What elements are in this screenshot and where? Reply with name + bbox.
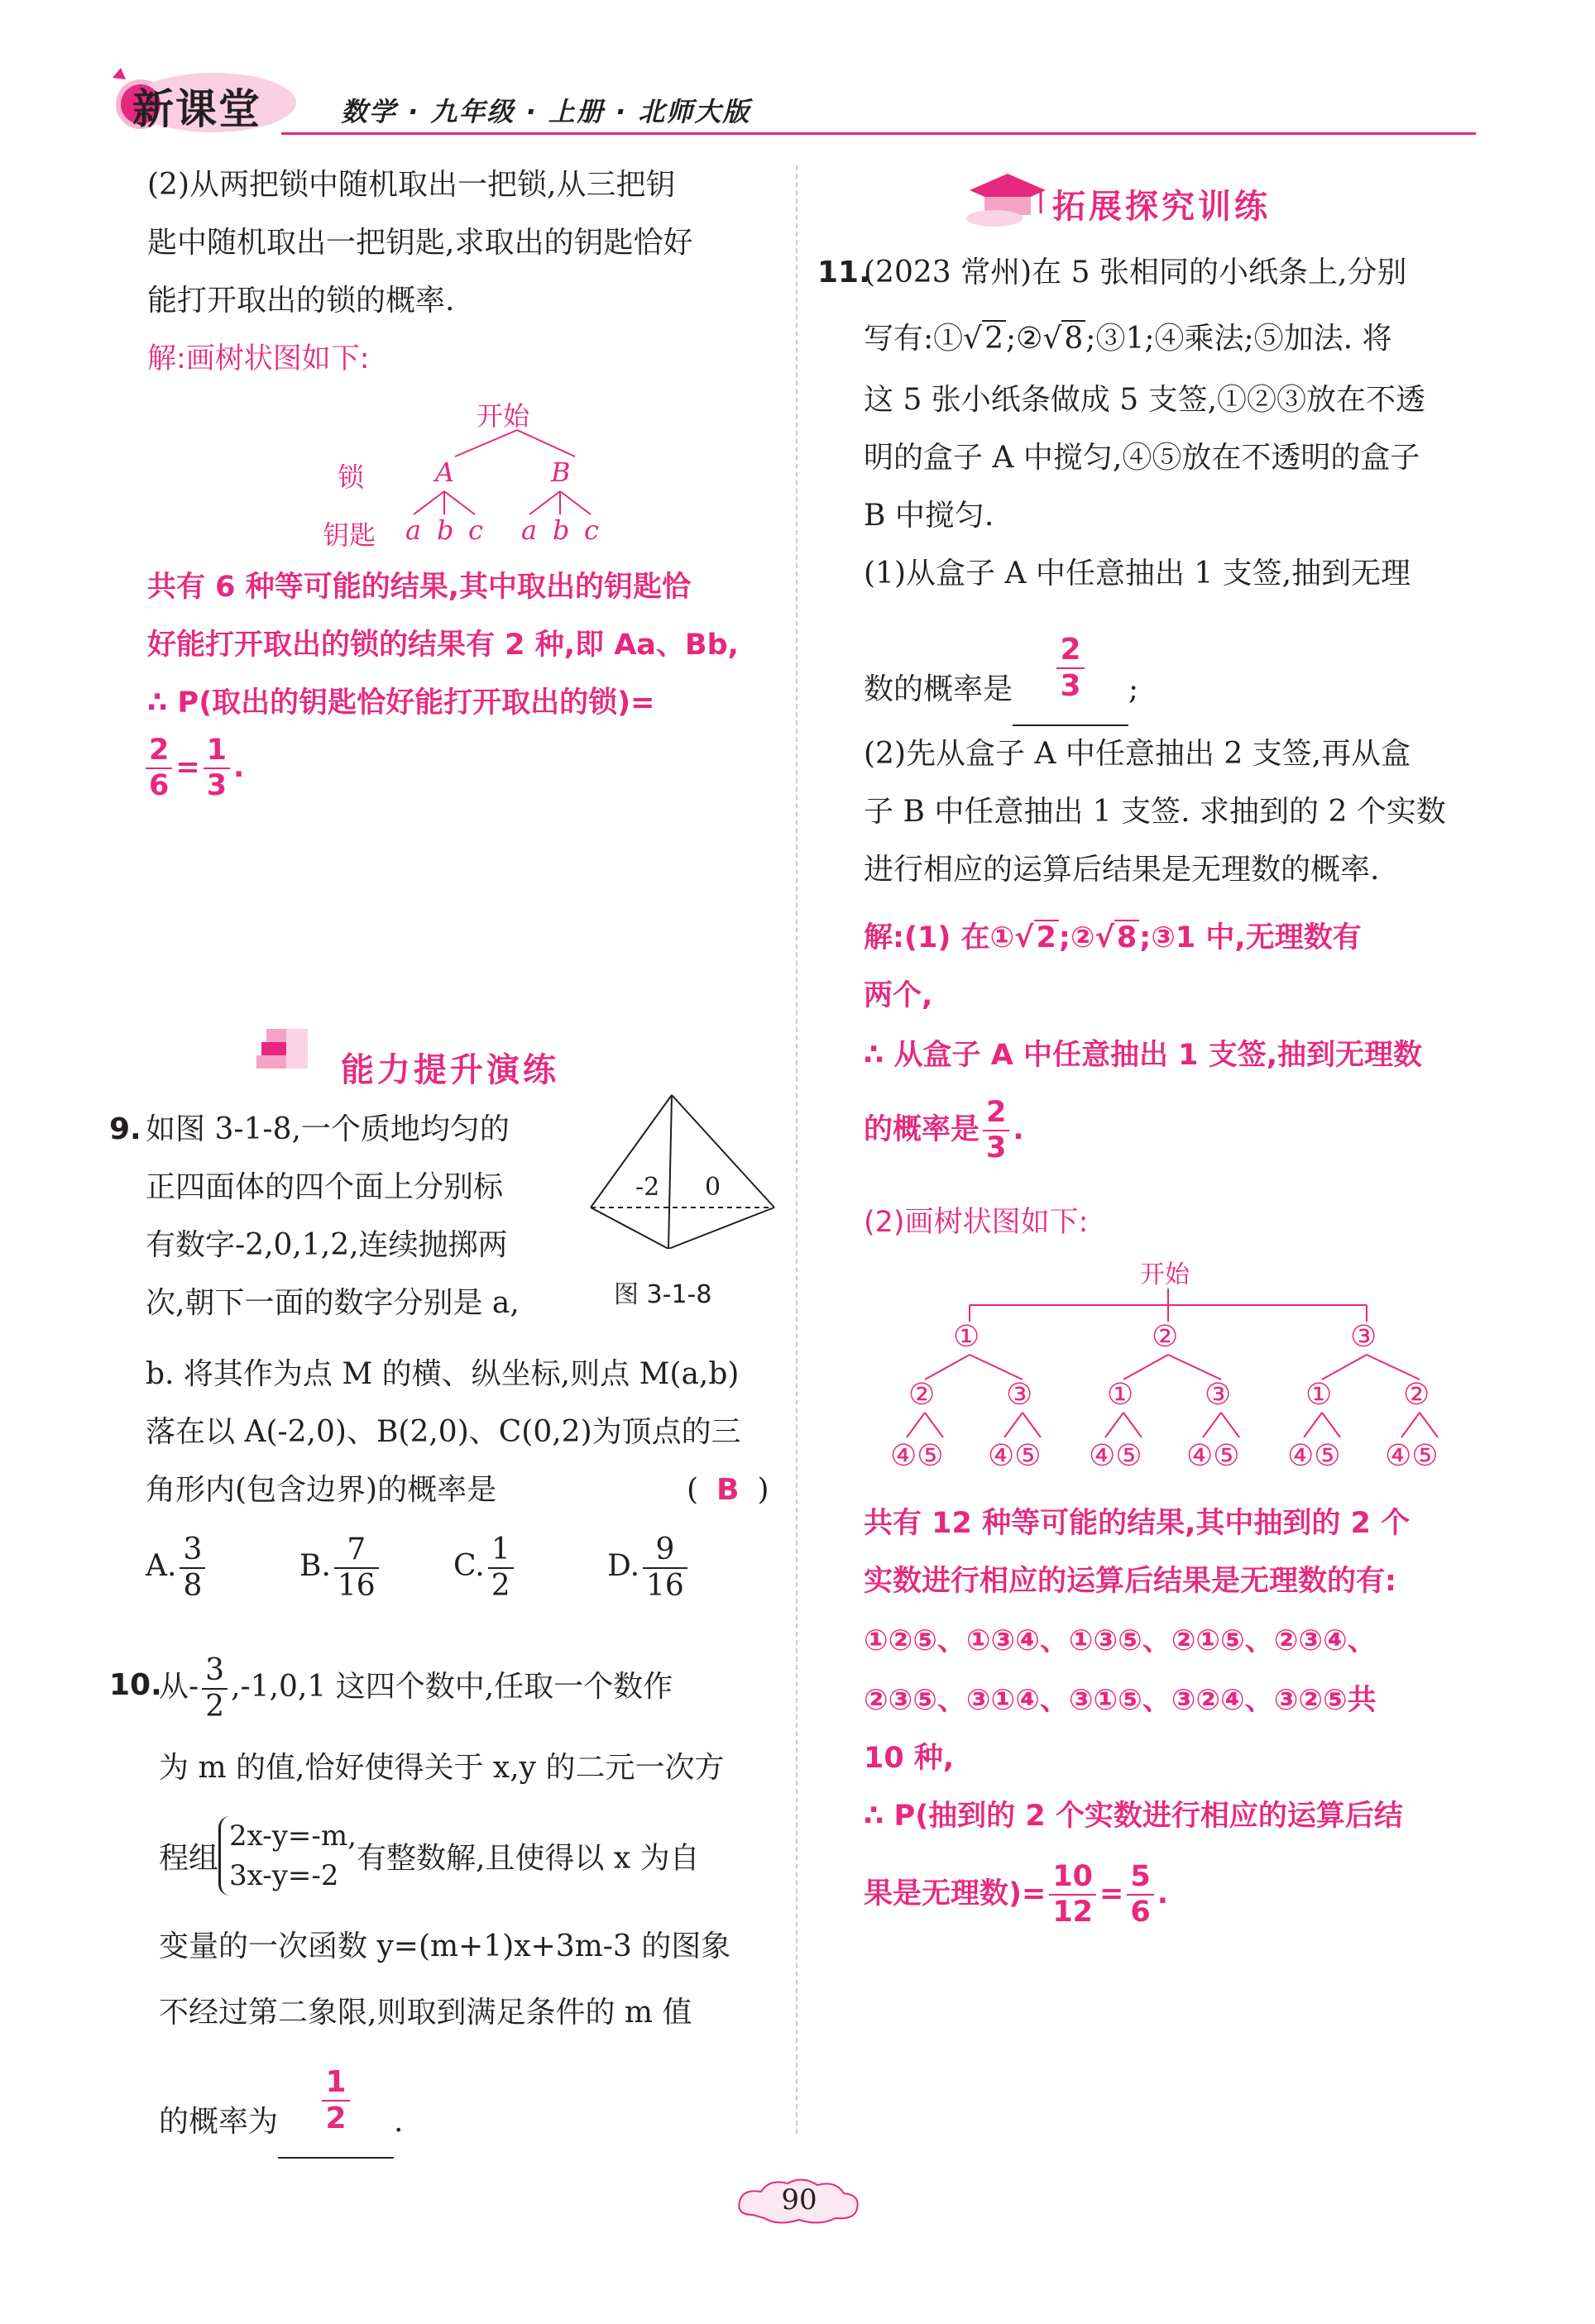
q11-line3: 这 5 张小纸条做成 5 支签,①②③放在不透 [864, 383, 1426, 417]
q8-tree-row1-label: 锁 [338, 461, 365, 493]
q9-answer-bracket [687, 1461, 769, 1520]
header-rule [281, 132, 1476, 135]
q11-tree-l2: ③ [1205, 1378, 1232, 1412]
q10-line6: 的概率为 $\frac{1}{2}$ . [159, 2091, 403, 2159]
q11-tree-l2: ① [1107, 1378, 1134, 1412]
q11-tree-l2: ① [1305, 1378, 1333, 1412]
q9-answer: B [716, 1473, 740, 1507]
tetrahedron-label-left: -2 [635, 1173, 660, 1202]
q8-part2-line3: 能打开取出的锁的概率. [147, 284, 455, 318]
q10-number: 10. [109, 1668, 162, 1702]
q11-solution-line3: ∴ 从盒子 A 中任意抽出 1 支签,抽到无理数 [864, 1039, 1423, 1072]
page-number: 90 [781, 2183, 817, 2216]
q8-part2-line1: (2)从两把锁中随机取出一把锁,从三把钥 [147, 168, 676, 202]
q11-part1-answer-blank: $\frac{2}{3}$ [1013, 658, 1128, 726]
q11-part2-line3: 进行相应的运算后结果是无理数的概率. [864, 853, 1380, 887]
q10-line5: 不经过第二象限,则取到满足条件的 m 值 [159, 1996, 692, 2030]
q10-answer-blank: $\frac{1}{2}$ [278, 2091, 394, 2159]
q11-tree-l2: ② [1403, 1378, 1430, 1412]
q8-frac2-den: 3 [206, 769, 228, 802]
q9-line4: 次,朝下一面的数字分别是 a, [146, 1286, 520, 1320]
q9-option-b: B. $\frac{7}{16}$ [299, 1535, 382, 1601]
q11-solution-line4: 的概率是 $\frac{2}{3}$ . [864, 1096, 1024, 1164]
q11-result-line2: 实数进行相应的运算后结果是无理数的有: [864, 1565, 1396, 1598]
figure-caption: 图 3-1-8 [614, 1280, 712, 1309]
q8-part2-line2: 匙中随机取出一把钥匙,求取出的钥匙恰好 [147, 226, 693, 260]
q11-result-line5: 果是无理数)= $\frac{10}{12}$ = $\frac{5}{6}$ . [864, 1860, 1169, 1929]
q9-line5: b. 将其作为点 M 的横、纵坐标,则点 M(a,b) [146, 1357, 740, 1391]
q9-paren-open: ( [687, 1473, 699, 1507]
section-title-ability: 能力提升演练 [341, 1051, 559, 1089]
q9-line2: 正四面体的四个面上分别标 [146, 1170, 504, 1204]
logo-text: 新课堂 [132, 85, 261, 133]
q8-solution-line2: 好能打开取出的锁的结果有 2 种,即 Aa、Bb, [147, 629, 739, 662]
q8-solution-intro: 解:画树状图如下: [147, 342, 370, 375]
q8-tree-leaf: a [405, 514, 422, 546]
q9-line7: 角形内(包含边界)的概率是 [146, 1473, 497, 1507]
q8-frac1-den: 6 [149, 769, 170, 802]
q11-result-line3: 10 种, [864, 1742, 955, 1775]
q11-tree-l1: ③ [1350, 1320, 1377, 1354]
column-divider [796, 165, 798, 2134]
q11-tree-l3: ④⑤ [890, 1439, 944, 1473]
graduation-cap-icon [961, 165, 1052, 232]
q11-result-line1: 共有 12 种等可能的结果,其中抽到的 2 个 [864, 1507, 1411, 1540]
q9-line3: 有数字-2,0,1,2,连续抛掷两 [146, 1228, 508, 1262]
header-subtitle: 数学 · 九年级 · 上册 · 北师大版 [341, 96, 751, 127]
q10-line3: 程组 2x-y=-m, 3x-y=-2 有整数解,且使得以 x 为自 [159, 1816, 700, 1896]
q11-line4: 明的盒子 A 中搅匀,④⑤放在不透明的盒子 [864, 441, 1420, 475]
section-title-extension: 拓展探究训练 [1052, 188, 1271, 226]
q11-tree-l3: ④⑤ [1186, 1439, 1240, 1473]
q11-solution-line1: 解:(1) 在①√2;②√8;③1 中,无理数有 [864, 921, 1362, 954]
q11-tree-l2: ③ [1006, 1378, 1033, 1412]
q8-solution-result [142, 736, 244, 801]
q11-solution-line2: 两个, [864, 979, 933, 1012]
q11-solution-tree-intro: (2)画树状图如下: [864, 1206, 1089, 1239]
q8-tree-leaf: c [468, 514, 483, 546]
tetrahedron-figure [579, 1083, 786, 1249]
bookstack-icon [250, 1022, 333, 1088]
q11-tree-l1: ② [1152, 1320, 1179, 1354]
q8-solution-line1: 共有 6 种等可能的结果,其中取出的钥匙恰 [147, 571, 692, 604]
q11-tree-l1: ① [953, 1320, 980, 1354]
q11-result-line4: ∴ P(抽到的 2 个实数进行相应的运算后结 [864, 1800, 1403, 1833]
q9-option-a: A. $\frac{3}{8}$ [146, 1535, 208, 1601]
q9-option-d: D. $\frac{9}{16}$ [607, 1535, 691, 1601]
q8-tree-row2-label: 钥匙 [323, 519, 376, 551]
q11-part2-line1: (2)先从盒子 A 中任意抽出 2 支签,再从盒 [864, 737, 1411, 771]
tetrahedron-label-right: 0 [705, 1173, 721, 1202]
q11-number: 11. [817, 256, 870, 289]
q8-tree-leaf: b [553, 514, 570, 546]
q11-combos-line2: ②③⑤、③①④、③①⑤、③②④、③②⑤共 [864, 1684, 1377, 1717]
q10-line4: 变量的一次函数 y=(m+1)x+3m-3 的图象 [159, 1929, 731, 1963]
q9-number: 9. [109, 1112, 141, 1146]
q11-tree-l3: ④⑤ [1089, 1439, 1142, 1473]
q9-line1: 如图 3-1-8,一个质地均匀的 [146, 1112, 510, 1146]
q10-line1: 从- $\frac{3}{2}$ ,-1,0,1 这四个数中,任取一个数作 [159, 1653, 673, 1724]
q10-line2: 为 m 的值,恰好使得关于 x,y 的二元一次方 [159, 1751, 725, 1785]
q9-option-c: C. $\frac{1}{2}$ [453, 1535, 517, 1601]
q8-solution-line3: ∴ P(取出的钥匙恰好能打开取出的锁)= [147, 686, 655, 720]
q8-end: . [233, 751, 245, 784]
q8-tree-leaf: c [584, 514, 599, 546]
q11-line1: (2023 常州)在 5 张相同的小纸条上,分别 [864, 256, 1407, 289]
q11-tree-l3: ④⑤ [988, 1439, 1042, 1473]
q9-line6: 落在以 A(-2,0)、B(2,0)、C(0,2)为顶点的三 [146, 1415, 741, 1449]
q8-frac2-num: 1 [204, 736, 230, 769]
q11-line2: 写有:①√2;②√8;③1;④乘法;⑤加法. 将 [864, 322, 1392, 356]
q11-tree-l3: ④⑤ [1287, 1439, 1341, 1473]
equation-system: 2x-y=-m, 3x-y=-2 [218, 1816, 357, 1896]
q11-tree-l2: ② [908, 1378, 936, 1412]
q11-part2-line2: 子 B 中任意抽出 1 支签. 求抽到的 2 个实数 [864, 795, 1446, 829]
q11-tree-root: 开始 [1140, 1260, 1190, 1289]
q8-frac1-num: 2 [146, 736, 172, 769]
q8-tree-node-A: A [435, 457, 455, 488]
q11-part1-line2: 数的概率是 $\frac{2}{3}$ ; [864, 658, 1138, 726]
q11-part1-line1: (1)从盒子 A 中任意抽出 1 支签,抽到无理 [864, 557, 1411, 591]
q8-eq: = [175, 751, 200, 784]
q8-tree-root: 开始 [477, 400, 530, 432]
q11-tree-l3: ④⑤ [1385, 1439, 1439, 1473]
q11-combos-line1: ①②⑤、①③④、①③⑤、②①⑤、②③④、 [864, 1624, 1377, 1657]
q11-line5: B 中搅匀. [864, 499, 994, 533]
q8-tree-leaf: a [521, 514, 538, 546]
q8-tree-node-B: B [551, 457, 571, 488]
q9-paren-close: ) [757, 1473, 769, 1507]
q8-tree-leaf: b [437, 514, 454, 546]
